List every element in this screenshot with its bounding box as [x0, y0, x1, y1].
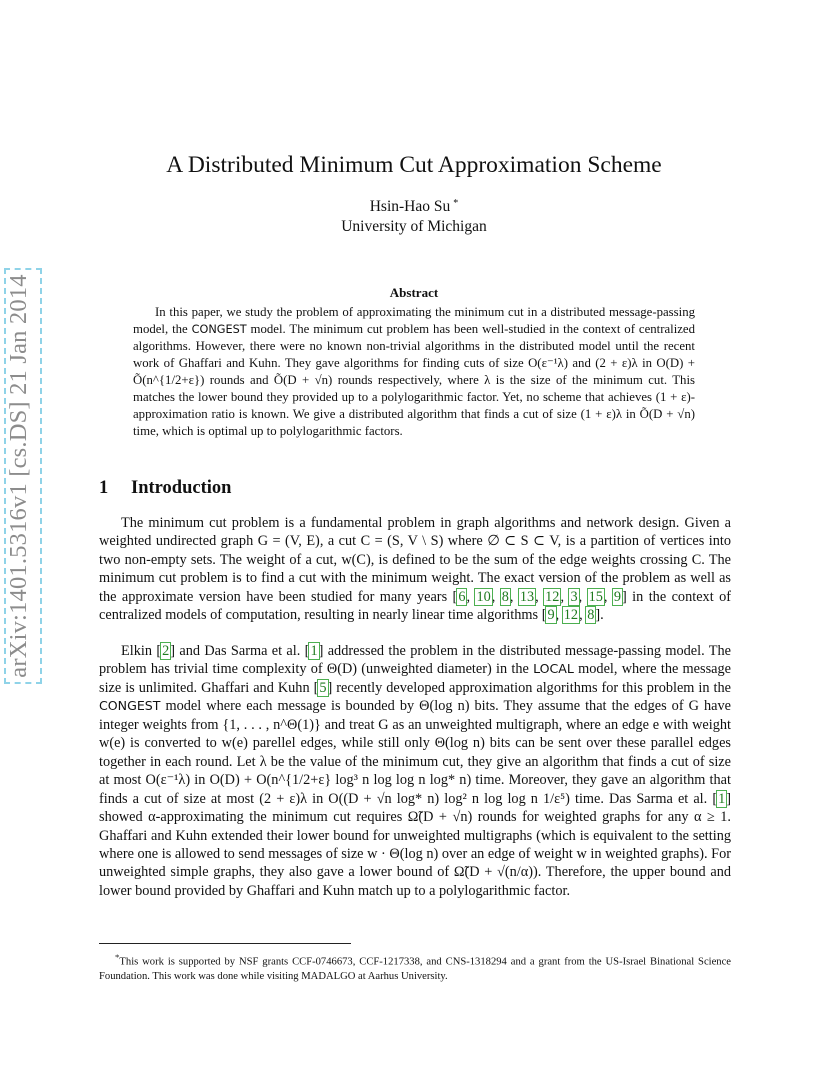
- author-line: [100, 198, 728, 216]
- abstract-text: In this paper, we study the problem of approximating the minimum cut in a distributed message-passing model, the CONGEST model. The minimum cut problem has been well-studied in the context of centralized algorithms. However, there were no known non-trivial algorithms in the distributed model until the recent work of Ghaffari and Kuhn. They gave algorithms for finding cuts of size O(ε⁻¹λ) and (2 + ε)λ in O(D) + Õ(n^{1/2+ε}) rounds and Õ(D + √n) rounds respectively, where λ is the size of the minimum cut. This matches the lower bound they provided up to a polylogarithmic factor. Yet, no scheme that achieves (1 + ε)-approximation ratio is known. We give a distributed algorithm that finds a cut of size (1 + ε)λ in Õ(D + √n) time, which is optimal up to polylogarithmic factors.: [133, 305, 696, 438]
- paper-title: A Distributed Minimum Cut Approximation Scheme: [166, 152, 662, 178]
- section-title: Introduction: [131, 478, 232, 498]
- citation-link[interactable]: 1: [718, 790, 726, 807]
- citation-link[interactable]: 9: [613, 588, 622, 605]
- paragraph-2: Elkin [2] and Das Sarma et al. [1] addressed the problem in the distributed message-passing model. The problem has trivial time complexity of Θ(D) (unweighted diameter) in the LOCAL model, where the message size is unlimited. Ghaffari and Kuhn [5] recently developed approximation algorithms for this problem in the CONGEST model where each message is bounded by Θ(log n) bits. They assume that the edges of G have integer weights from {1, . . . , n^Θ(1)} and treat G as an unweighted multigraph, where an edge e with weight w(e) is converted to w(e) parellel edges, while still only Θ(log n) bits can be sent over these parallel edges together in each round. Let λ be the value of the minimum cut, they give an algorithm that finds a cut of size at most O(ε⁻¹λ) in O(D) + O(n^{1/2+ε} log³ n log log n log* n) time. Moreover, they gave an algorithm that finds a cut of size at most (2 + ε)λ in O((D + √n log* n) log² n log log n 1/ε⁵) time. Das Sarma et al. [1] showed α-approximating the minimum cut requires Ω̃(D + √n) rounds for weighted graphs for any α ≥ 1. Ghaffari and Kuhn extended their lower bound for unweighted multigraphs (which is equivalent to the setting where one is allowed to send messages of size w · Θ(log n) over an edge of weight w in weighted graphs). For unweighted simple graphs, they also gave a lower bound of Ω̃(D + √(n/α)). Therefore, the upper bound and lower bound provided by Ghaffari and Kuhn match up to a polylogarithmic factor.: [99, 643, 731, 899]
- citation-link[interactable]: 9: [547, 607, 555, 624]
- footnote: [99, 950, 731, 985]
- citation-link[interactable]: 8: [587, 607, 595, 624]
- section-heading: [99, 478, 231, 499]
- citation-link[interactable]: 6: [458, 588, 466, 605]
- footnote-mark: *: [115, 952, 120, 962]
- citation-link[interactable]: 15: [588, 588, 603, 605]
- congest-model-name: CONGEST: [99, 698, 161, 714]
- affiliation: University of Michigan: [341, 218, 487, 235]
- citation-link[interactable]: 13: [519, 588, 535, 605]
- citation-link[interactable]: 10: [476, 588, 491, 605]
- citation-link[interactable]: 8: [501, 588, 509, 605]
- footnote-text: This work is supported by NSF grants CCF-0746673, CCF-1217338, and CNS-1318294 and a grant from the US-Israel Binational Science Foundation. This work was done while visiting MADALGO at Aarhus University.: [99, 956, 731, 983]
- footnote-rule: [99, 943, 351, 944]
- arxiv-identifier: arXiv:1401.5316v1 [cs.DS] 21 Jan 2014: [5, 274, 32, 678]
- citation-link[interactable]: 12: [563, 607, 579, 624]
- citation-link[interactable]: 2: [162, 643, 170, 659]
- local-model-name: LOCAL: [533, 661, 574, 677]
- citation-link[interactable]: 5: [319, 679, 327, 696]
- section-number: 1: [99, 478, 109, 498]
- citation-link[interactable]: 1: [310, 643, 318, 659]
- author-name: Hsin-Hao Su: [369, 198, 451, 215]
- author-footnote-mark: *: [453, 198, 459, 209]
- citation-link[interactable]: 3: [570, 588, 578, 605]
- abstract-heading: Abstract: [389, 285, 439, 300]
- citation-link[interactable]: 12: [545, 588, 560, 605]
- congest-model-name: CONGEST: [191, 323, 247, 336]
- paragraph-1: The minimum cut problem is a fundamental problem in graph algorithms and network design. Given a weighted undirected graph G = (V, E), a cut C = (S, V \ S) where ∅ ⊂ S ⊂ V, is a partition of vertices into two non-empty sets. The weight of a cut, w(C), is defined to be the sum of the edge weights crossing C. The minimum cut problem is to find a cut with the minimum weight. The exact version of the problem as well as the approximate version have been studied for many years [6, 10, 8, 13, 12, 3, 15, 9] in the context of centralized models of computation, resulting in nearly linear time algorithms [9, 12, 8].: [99, 515, 731, 624]
